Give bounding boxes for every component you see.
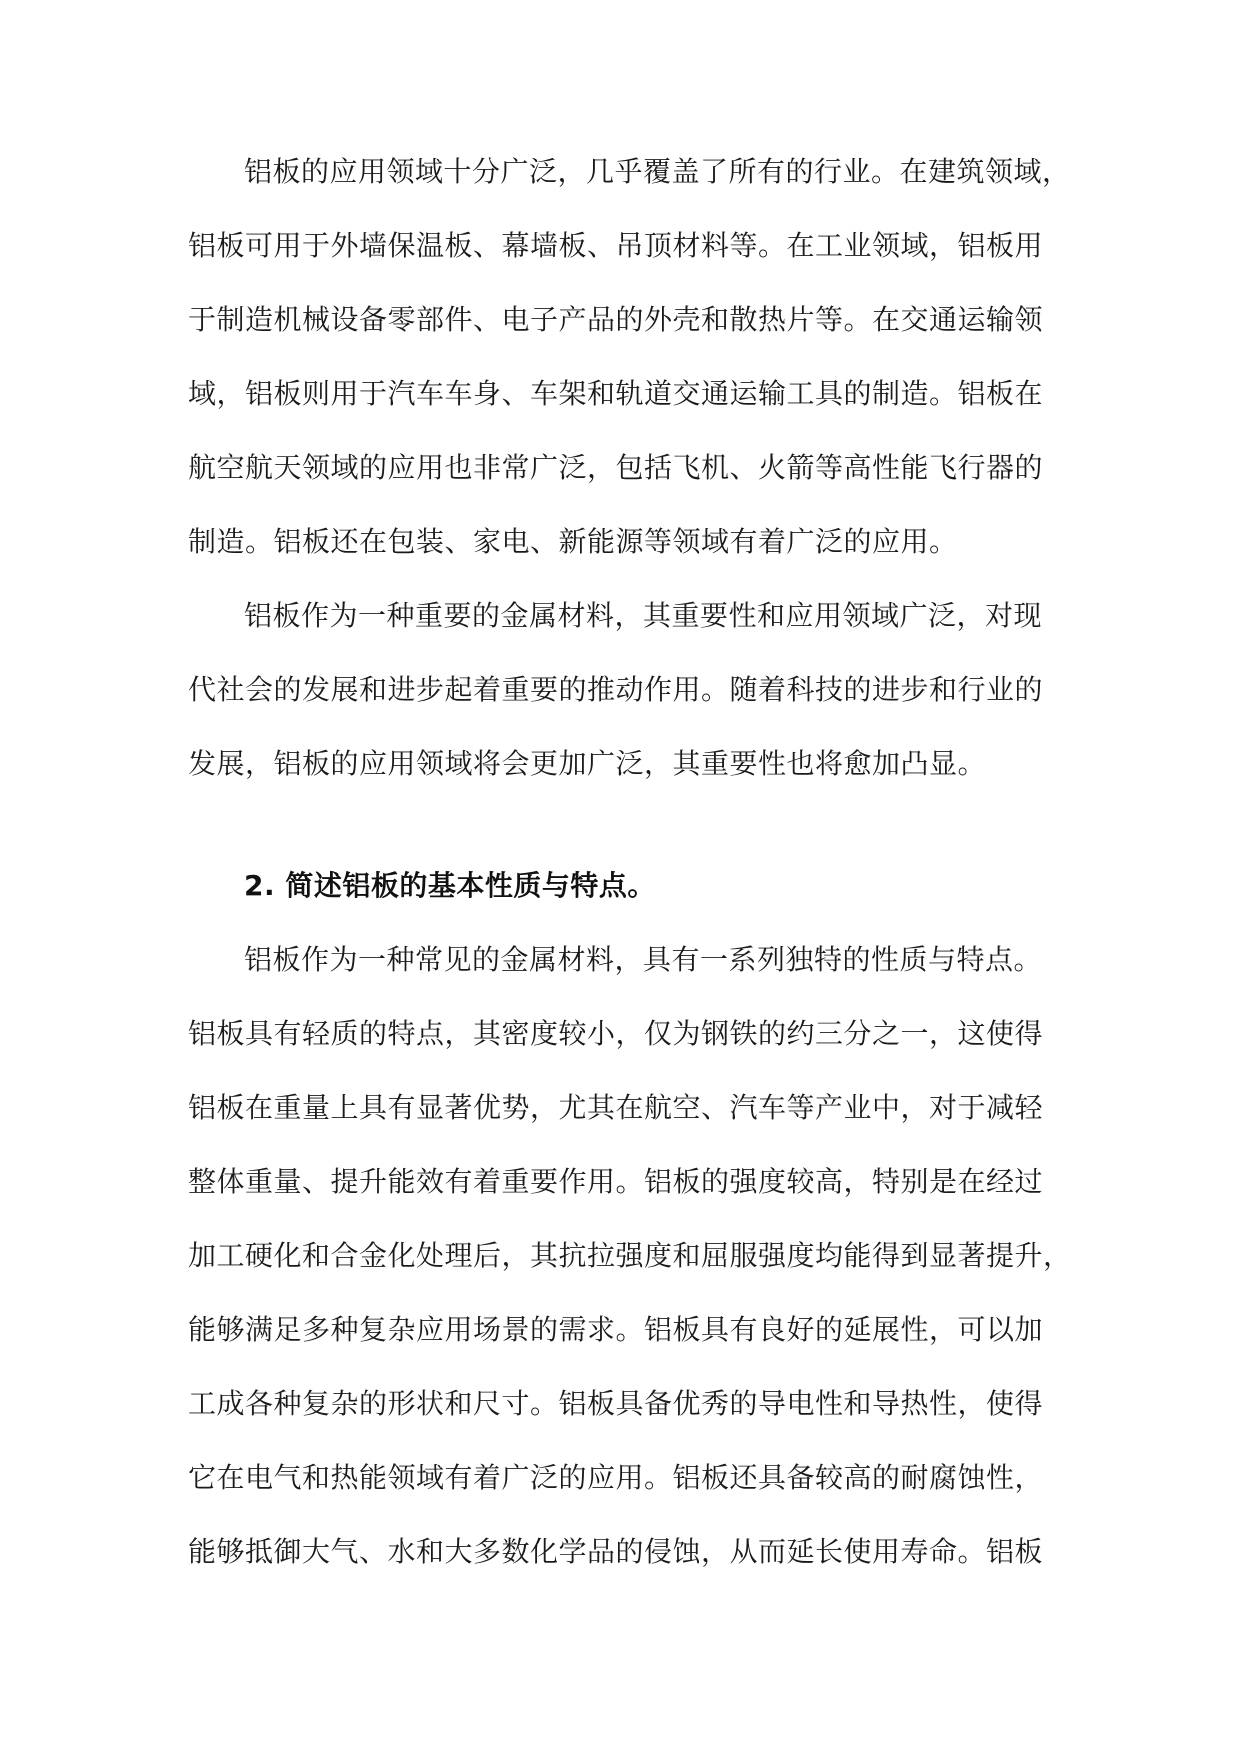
text-line: 铝板作为一种重要的金属材料，其重要性和应用领域广泛，对现: [244, 599, 1043, 632]
text-line: 铝板作为一种常见的金属材料，具有一系列独特的性质与特点。: [244, 943, 1043, 976]
text-line: 域，铝板则用于汽车车身、车架和轨道交通运输工具的制造。铝板在: [188, 377, 1044, 410]
text-line: 铝板可用于外墙保温板、幕墙板、吊顶材料等。在工业领域，铝板用: [188, 229, 1044, 262]
text-line: 铝板具有轻质的特点，其密度较小，仅为钢铁的约三分之一，这使得: [188, 1017, 1044, 1050]
text-line: 工成各种复杂的形状和尺寸。铝板具备优秀的导电性和导热性，使得: [188, 1387, 1044, 1420]
text-line: 航空航天领域的应用也非常广泛，包括飞机、火箭等高性能飞行器的: [188, 451, 1044, 484]
text-line: 它在电气和热能领域有着广泛的应用。铝板还具备较高的耐腐蚀性，: [188, 1461, 1044, 1494]
text-line: 制造。铝板还在包装、家电、新能源等领域有着广泛的应用。: [188, 525, 958, 558]
text-line: 铝板的应用领域十分广泛，几乎覆盖了所有的行业。在建筑领域，: [244, 155, 1071, 188]
text-line: 整体重量、提升能效有着重要作用。铝板的强度较高，特别是在经过: [188, 1165, 1044, 1198]
text-line: 于制造机械设备零部件、电子产品的外壳和散热片等。在交通运输领: [188, 303, 1044, 336]
text-line: 铝板在重量上具有显著优势，尤其在航空、汽车等产业中，对于减轻: [188, 1091, 1044, 1124]
text-line: 代社会的发展和进步起着重要的推动作用。随着科技的进步和行业的: [188, 673, 1044, 706]
text-line: 能够抵御大气、水和大多数化学品的侵蚀，从而延长使用寿命。铝板: [188, 1535, 1044, 1568]
text-line: 发展，铝板的应用领域将会更加广泛，其重要性也将愈加凸显。: [188, 747, 987, 780]
text-line: 能够满足多种复杂应用场景的需求。铝板具有良好的延展性，可以加: [188, 1313, 1044, 1346]
text-line: 加工硬化和合金化处理后，其抗拉强度和屈服强度均能得到显著提升，: [188, 1239, 1072, 1272]
section-heading: 2. 简述铝板的基本性质与特点。: [244, 869, 656, 902]
